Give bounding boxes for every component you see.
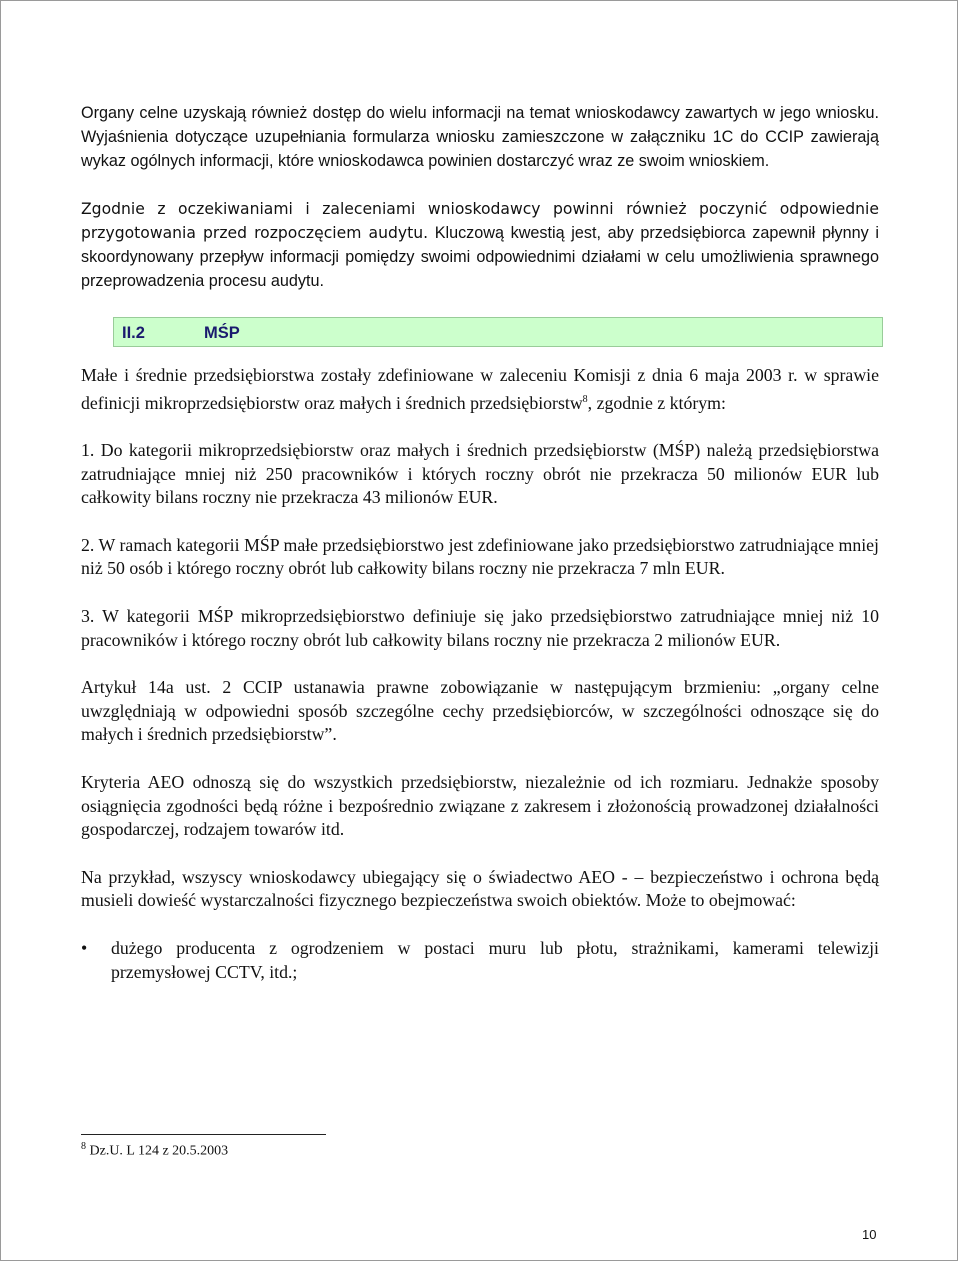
- footnote-number: 8: [81, 1141, 86, 1152]
- bullet-list: [81, 937, 879, 984]
- paragraph-point-3: 3. W kategorii MŚP mikroprzedsiębiorstwo definiuje się jako przedsiębiorstwo zatrudniające mniej niż 10 pracowników i którego roczny obrót lub całkowity bilans roczny nie przekracza 2 milionów EUR.: [81, 606, 879, 650]
- paragraph-audit-preparation: [81, 197, 879, 293]
- section-heading-number: II.2: [122, 324, 145, 342]
- section-heading-title: MŚP: [204, 324, 240, 342]
- paragraph-article-14a: Artykuł 14a ust. 2 CCIP ustanawia prawne zobowiązanie w następującym brzmieniu: „organy celne uwzględniają w odpowiedni sposób szczególne cechy przedsiębiorców, w szczególności odnoszące się do małych i średnich przedsiębiorstw”.: [81, 677, 879, 745]
- paragraph-point-1: 1. Do kategorii mikroprzedsiębiorstw oraz małych i średnich przedsiębiorstw (MŚP) należą przedsiębiorstwa zatrudniające mniej niż 250 pracowników i których roczny obrót nie przekracza 50 milionów EUR lub całkowity bilans roczny nie przekracza 43 milionów EUR.: [81, 440, 879, 508]
- paragraph-intro: Organy celne uzyskają również dostęp do wielu informacji na temat wnioskodawcy zawartych w jego wniosku. Wyjaśnienia dotyczące uzupełniania formularza wniosku zamieszczone w załączniku 1C do CCIP zawierają wykaz ogólnych informacji, które wnioskodawca powinien dostarczyć wraz ze swoim wnioskiem.: [81, 104, 879, 170]
- paragraph-audit-preparation-part1: Zgodnie z oczekiwaniami i zaleceniami wnioskodawcy powinni również poczynić odpowiednie przygotowania przed rozpoczęciem audytu.: [81, 200, 879, 242]
- page-number: 10: [862, 1227, 877, 1242]
- paragraph-sme-definition-part2: , zgodnie z którym:: [587, 392, 726, 413]
- paragraph-point-2: 2. W ramach kategorii MŚP małe przedsiębiorstwo jest zdefiniowane jako przedsiębiorstwo zatrudniające mniej niż 50 osób i którego roczny obrót lub całkowity bilans roczny nie przekracza 7 mln EUR.: [81, 534, 879, 579]
- paragraph-example: Na przykład, wszyscy wnioskodawcy ubiegający się o świadectwo AEO - – bezpieczeństwo i ochrona będą musieli dowieść wystarczalności fizycznego bezpieczeństwa swoich obiektów. Może to obejmować:: [81, 866, 879, 911]
- footnote: [81, 1141, 228, 1160]
- document-body: [81, 101, 879, 984]
- section-heading: [113, 317, 883, 347]
- footnote-text: Dz.U. L 124 z 20.5.2003: [86, 1143, 229, 1159]
- footnote-separator: [81, 1134, 326, 1135]
- bullet-icon: •: [81, 938, 88, 959]
- paragraph-sme-definition-part1: Małe i średnie przedsiębiorstwa zostały zdefiniowane w zaleceniu Komisji z dnia 6 maja 2003 r. w sprawie definicji mikroprzedsiębiorstw oraz małych i średnich przedsiębiorstw: [81, 365, 879, 413]
- paragraph-audit-preparation-part2: Kluczową kwestią jest, aby przedsiębiorca zapewnił płynny i skoordynowany przepływ informacji pomiędzy swoimi odpowiednimi działami w celu umożliwienia sprawnego przeprowadzenia procesu audytu.: [81, 224, 879, 290]
- list-item-text: dużego producenta z ogrodzeniem w postaci muru lub płotu, strażnikami, kamerami telewizji przemysłowej CCTV, itd.;: [111, 938, 879, 982]
- paragraph-sme-definition: [81, 364, 879, 415]
- list-item: [81, 937, 879, 984]
- paragraph-aeo-criteria: Kryteria AEO odnoszą się do wszystkich przedsiębiorstw, niezależnie od ich rozmiaru. Jednakże sposoby osiągnięcia zgodności będą różne i bezpośrednio związane z zakresem i złożonością prowadzonej działalności gospodarczej, rodzajem towarów itd.: [81, 772, 879, 840]
- footnote-reference[interactable]: 8: [582, 393, 588, 405]
